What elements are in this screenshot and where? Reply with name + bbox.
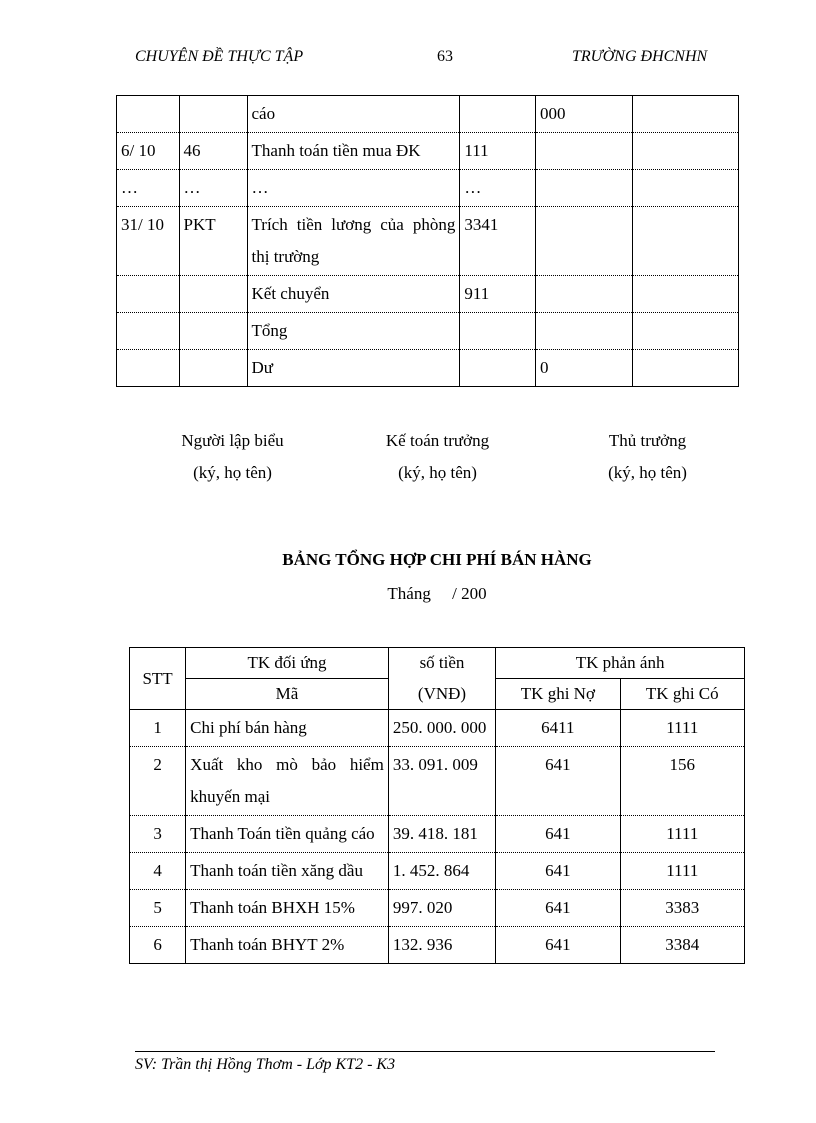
- signature-note: (ký, họ tên): [193, 463, 272, 482]
- table-row: [130, 816, 745, 853]
- summary-title: BẢNG TỔNG HỢP CHI PHÍ BÁN HÀNG: [282, 550, 592, 569]
- row-tk-co: 3384: [620, 927, 744, 964]
- ledger-acct: [460, 96, 536, 133]
- row-amount: 1. 452. 864: [388, 853, 495, 890]
- ledger-date: …: [117, 170, 180, 207]
- ledger-debit: [536, 313, 633, 350]
- row-tk-co: 3383: [620, 890, 744, 927]
- row-tk-co: 156: [620, 747, 744, 816]
- table-row: [130, 747, 745, 816]
- row-tk-no: 641: [496, 853, 620, 890]
- header-so-tien: số tiền: [388, 648, 495, 679]
- ledger-desc: Thanh toán tiền mua ĐK: [247, 133, 460, 170]
- table-row: [130, 710, 745, 747]
- signature-chief-accountant: [365, 425, 510, 489]
- row-amount: 33. 091. 009: [388, 747, 495, 816]
- ledger-credit: [632, 276, 738, 313]
- row-name: Chi phí bán hàng: [186, 710, 389, 747]
- row-tk-co: 1111: [620, 816, 744, 853]
- ledger-credit: [632, 96, 738, 133]
- ledger-desc: cáo: [247, 96, 460, 133]
- ledger-doc: PKT: [179, 207, 247, 276]
- ledger-credit: [632, 313, 738, 350]
- table-row: [117, 313, 739, 350]
- ledger-acct: 911: [460, 276, 536, 313]
- table-row: [117, 133, 739, 170]
- ledger-date: 31/ 10: [117, 207, 180, 276]
- summary-subtitle: Tháng / 200: [387, 584, 487, 603]
- ledger-acct: 111: [460, 133, 536, 170]
- ledger-date: 6/ 10: [117, 133, 180, 170]
- ledger-doc: [179, 96, 247, 133]
- ledger-doc: 46: [179, 133, 247, 170]
- row-name: Thanh toán tiền xăng dầu: [186, 853, 389, 890]
- footer-text: SV: Trần thị Hồng Thơm - Lớp KT2 - K3: [135, 1056, 396, 1073]
- header-tk-co: TK ghi Có: [620, 679, 744, 710]
- header-tk-doi-ung: TK đối ứng: [186, 648, 389, 679]
- row-amount: 132. 936: [388, 927, 495, 964]
- row-tk-co: 1111: [620, 853, 744, 890]
- ledger-desc: Kết chuyển: [247, 276, 460, 313]
- ledger-acct: …: [460, 170, 536, 207]
- row-amount: 997. 020: [388, 890, 495, 927]
- ledger-desc: Trích tiền lương của phòng thị trường: [247, 207, 460, 276]
- ledger-date: [117, 276, 180, 313]
- row-stt: 1: [130, 710, 186, 747]
- ledger-credit: [632, 133, 738, 170]
- ledger-debit: 0: [536, 350, 633, 387]
- row-name: Xuất kho mò bảo hiểm khuyến mại: [186, 747, 389, 816]
- row-stt: 6: [130, 927, 186, 964]
- ledger-date: [117, 313, 180, 350]
- header-row: [130, 648, 745, 679]
- row-name: Thanh toán BHXH 15%: [186, 890, 389, 927]
- row-tk-no: 641: [496, 927, 620, 964]
- header-row: [130, 679, 745, 710]
- ledger-credit: [632, 170, 738, 207]
- row-stt: 5: [130, 890, 186, 927]
- signature-role: Thủ trưởng: [608, 431, 687, 450]
- signature-role: Người lập biểu: [181, 431, 284, 450]
- ledger-doc: [179, 350, 247, 387]
- table-row: [130, 890, 745, 927]
- ledger-doc: …: [179, 170, 247, 207]
- signature-note: (ký, họ tên): [398, 463, 477, 482]
- row-tk-no: 6411: [496, 710, 620, 747]
- ledger-table: [116, 95, 739, 387]
- ledger-acct: 3341: [460, 207, 536, 276]
- ledger-acct: [460, 350, 536, 387]
- row-amount: 39. 418. 181: [388, 816, 495, 853]
- summary-table: [129, 647, 745, 964]
- header-tk-phan-anh: TK phản ánh: [496, 648, 745, 679]
- row-name: Thanh toán BHYT 2%: [186, 927, 389, 964]
- table-row: [117, 207, 739, 276]
- header-vnd: (VNĐ): [388, 679, 495, 710]
- header-ma: Mã: [186, 679, 389, 710]
- table-row: [117, 96, 739, 133]
- ledger-debit: 000: [536, 96, 633, 133]
- row-stt: 4: [130, 853, 186, 890]
- row-amount: 250. 000. 000: [388, 710, 495, 747]
- ledger-debit: [536, 133, 633, 170]
- table-row: [117, 276, 739, 313]
- ledger-doc: [179, 313, 247, 350]
- footer-divider: [135, 1051, 715, 1052]
- row-tk-no: 641: [496, 747, 620, 816]
- signature-director: [575, 425, 720, 489]
- table-row: [117, 350, 739, 387]
- ledger-credit: [632, 207, 738, 276]
- header-tk-no: TK ghi Nợ: [496, 679, 620, 710]
- row-tk-no: 641: [496, 890, 620, 927]
- ledger-debit: [536, 207, 633, 276]
- table-row: [117, 170, 739, 207]
- signature-role: Kế toán trưởng: [385, 431, 490, 450]
- row-tk-no: 641: [496, 816, 620, 853]
- ledger-desc: …: [247, 170, 460, 207]
- ledger-date: [117, 350, 180, 387]
- ledger-desc: Tổng: [247, 313, 460, 350]
- page-number: 63: [437, 48, 453, 65]
- table-row: [130, 927, 745, 964]
- table-row: [130, 853, 745, 890]
- signature-note: (ký, họ tên): [608, 463, 687, 482]
- signature-preparer: [160, 425, 305, 489]
- ledger-acct: [460, 313, 536, 350]
- row-name: Thanh Toán tiền quảng cáo: [186, 816, 389, 853]
- row-stt: 3: [130, 816, 186, 853]
- ledger-debit: [536, 276, 633, 313]
- ledger-credit: [632, 350, 738, 387]
- ledger-debit: [536, 170, 633, 207]
- header-stt: STT: [130, 648, 186, 710]
- ledger-doc: [179, 276, 247, 313]
- ledger-date: [117, 96, 180, 133]
- row-stt: 2: [130, 747, 186, 816]
- header-left: CHUYÊN ĐỀ THỰC TẬP: [135, 48, 304, 65]
- header-right: TRƯỜNG ĐHCNHN: [572, 48, 708, 65]
- ledger-desc: Dư: [247, 350, 460, 387]
- row-tk-co: 1111: [620, 710, 744, 747]
